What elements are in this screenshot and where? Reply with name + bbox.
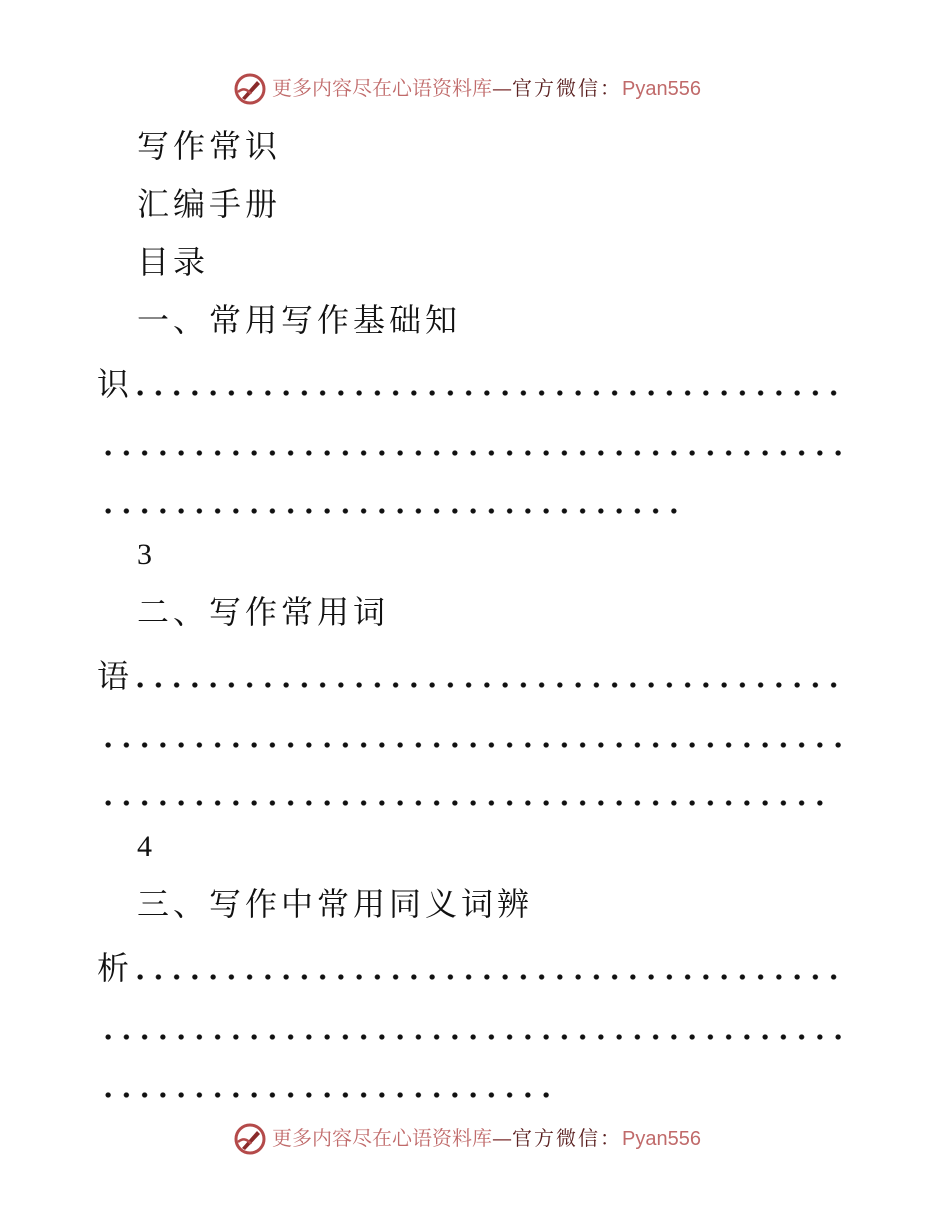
banner-text: 更多内容尽在心语资料库 (272, 1126, 492, 1150)
toc-entry-3-leader-line-3 (97, 1066, 842, 1106)
header-watermark-banner (0, 70, 950, 110)
quill-pen-logo-icon (233, 72, 267, 106)
banner-text: 更多内容尽在心语资料库 (272, 76, 492, 100)
toc-entry-2-continuation: 语 (97, 657, 130, 695)
toc-entry-3-leader-line-2 (97, 1008, 842, 1048)
dot-leader (129, 656, 841, 696)
doc-title-line-2: 汇编手册 (137, 185, 282, 223)
dot-leader (97, 716, 842, 756)
quill-pen-logo-icon (233, 1122, 267, 1156)
dot-leader (97, 774, 825, 814)
footer-watermark-banner (0, 1120, 950, 1160)
banner-official-label: 官方微信： (512, 1126, 622, 1150)
toc-entry-1-heading[interactable]: 一、常用写作基础知 (137, 301, 462, 339)
banner-dash: — (492, 1126, 512, 1150)
dot-leader (97, 424, 842, 464)
dot-leader (97, 1066, 552, 1106)
toc-entry-1-continuation: 识 (97, 365, 130, 403)
banner-wechat-id: Pyan556 (622, 78, 701, 100)
dot-leader (129, 364, 841, 404)
doc-title-line-1: 写作常识 (137, 127, 282, 165)
toc-title: 目录 (137, 243, 210, 281)
toc-entry-3-heading[interactable]: 三、写作中常用同义词辨 (137, 885, 534, 923)
toc-entry-3-continuation: 析 (97, 949, 130, 987)
dot-leader (97, 1008, 842, 1048)
toc-entry-1-leader-line-1 (97, 364, 842, 404)
toc-entry-2-leader-line-1 (97, 656, 842, 696)
toc-entry-2-page-number: 4 (137, 830, 152, 863)
banner-wechat-id: Pyan556 (622, 1128, 701, 1150)
toc-entry-3-leader-line-1 (97, 948, 842, 988)
dot-leader (129, 948, 841, 988)
banner-official-label: 官方微信： (512, 76, 622, 100)
toc-entry-2-leader-line-3 (97, 774, 842, 814)
toc-entry-1-page-number: 3 (137, 538, 152, 571)
banner-dash: — (492, 76, 512, 100)
toc-entry-1-leader-line-2 (97, 424, 842, 464)
dot-leader (97, 482, 689, 522)
toc-entry-2-heading[interactable]: 二、写作常用词 (137, 593, 390, 631)
toc-entry-2-leader-line-2 (97, 716, 842, 756)
toc-entry-1-leader-line-3 (97, 482, 842, 522)
